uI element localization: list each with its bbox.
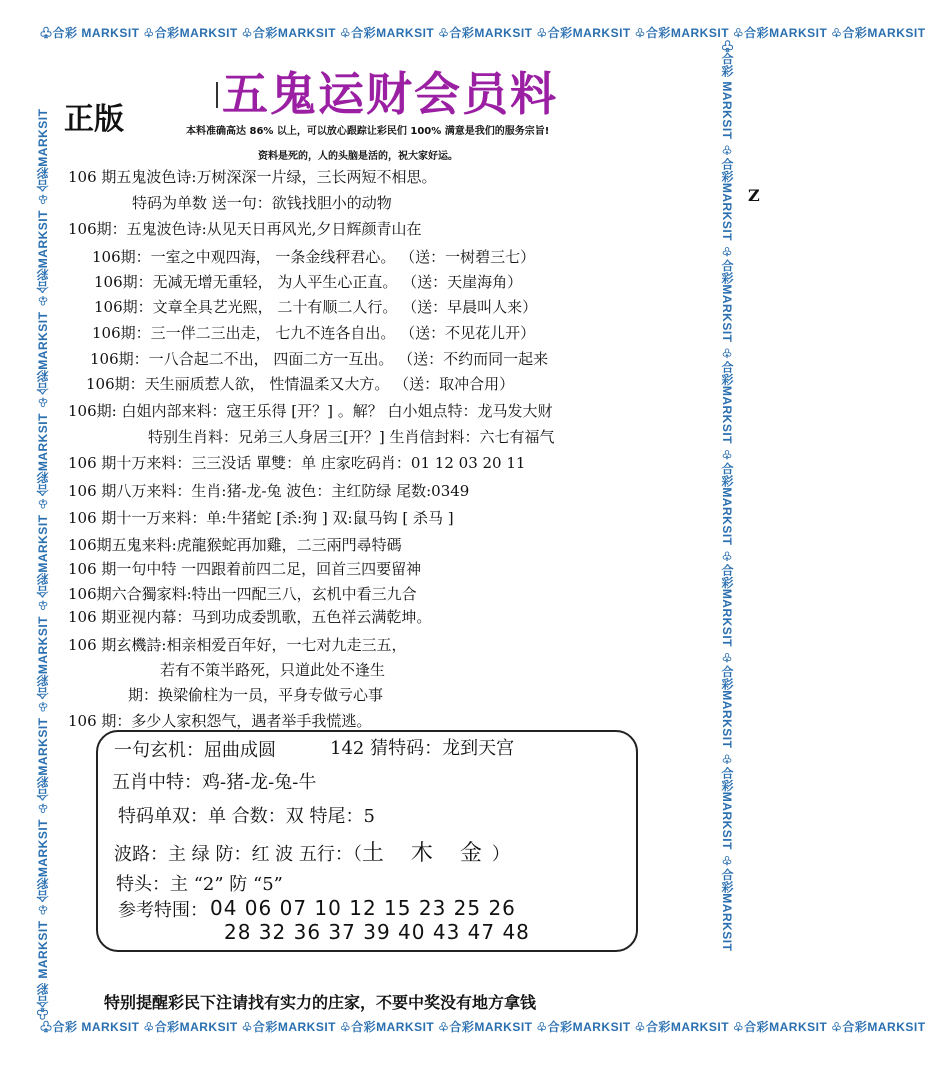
box-elements: 土 木 金: [361, 841, 492, 866]
text-line: 106 期：多少人家积怨气，遇者举手我慌逃。: [68, 712, 372, 730]
text-line: 106期：一室之中观四海， 一条金线秤君心。 （送：一树碧三七）: [92, 248, 536, 266]
subtitle-luck: 资料是死的，人的头脑是活的，祝大家好运。: [258, 151, 458, 162]
text-line: 106期：三一伴二三出走， 七九不连各自出。 （送：不见花儿开）: [92, 324, 536, 342]
box-riddle: 一句玄机：屈曲成圆: [114, 740, 276, 761]
box-wave-label: 波路：主 绿 防：红 波 五行：（: [114, 844, 362, 865]
genuine-badge: 正版: [64, 102, 124, 137]
text-line: 106 期一句中特 一四跟着前四二足，回首三四要留神: [68, 560, 422, 578]
box-five-zodiac: 五肖中特：鸡-猪-龙-兔-牛: [112, 772, 317, 793]
text-line: 106期六合獨家料:特出一四配三八，玄机中看三九合: [68, 585, 417, 603]
text-line: 106期：五鬼波色诗:从见天日再风光,夕日辉颜青山在: [68, 220, 422, 238]
text-line: 106期：无减无增无重轻， 为人平生心正直。 （送：天崖海角）: [94, 273, 523, 291]
box-head: 特头：主 “2” 防 “5”: [116, 874, 283, 895]
text-line: 106 期玄機詩:相亲相爱百年好，一七对九走三五，: [68, 636, 407, 654]
box-wave: [114, 836, 510, 867]
box-ref-numbers-2: 28 32 36 37 39 40 43 47 48: [224, 920, 530, 944]
box-guess: 142 猜特码：龙到天宫: [330, 738, 515, 759]
border-bottom: ♧合彩 MARKSIT ♧合彩MARKSIT ♧合彩MARKSIT ♧合彩MARKSIT ♧合彩MARKSIT ♧合彩MARKSIT ♧合彩MARKSIT ♧合彩MARKSIT ♧合彩MARKSIT: [40, 1020, 926, 1034]
box-odd-even: 特码单双：单 合数：双 特尾：5: [118, 806, 375, 827]
text-line: 106期：文章全具艺光熙， 二十有顺二人行。 （送：早晨叫人来）: [94, 298, 538, 316]
text-line: 106 期亚视内幕：马到功成委凯歌，五色祥云满乾坤。: [68, 608, 432, 626]
text-line: 若有不策半路死，只道此处不逢生: [160, 661, 386, 679]
text-line: 特别生肖料：兄弟三人身居三[开？] 生肖信封料：六七有福气: [148, 428, 555, 446]
side-mark: Z: [748, 186, 760, 205]
text-line: 106期：一八合起二不出， 四面二方一互出。 （送：不约而同一起来: [90, 350, 549, 368]
text-line: 特码为单数 送一句：欲钱找胆小的动物: [132, 194, 392, 212]
border-top: ♧合彩 MARKSIT ♧合彩MARKSIT ♧合彩MARKSIT ♧合彩MARKSIT ♧合彩MARKSIT ♧合彩MARKSIT ♧合彩MARKSIT ♧合彩MARKSIT ♧合彩MARKSIT: [40, 26, 926, 40]
text-line: 期：换梁偷柱为一员，平身专做亏心事: [128, 686, 384, 704]
text-line: 106 期八万来料：生肖:猪-龙-兔 波色：主红防绿 尾数:0349: [68, 482, 470, 500]
box-ref-numbers-1: 04 06 07 10 12 15 23 25 26: [210, 896, 516, 920]
text-line: 106期: 白姐内部来料：寇王乐得 [开？] 。解？ 白小姐点特：龙马发大财: [68, 402, 553, 420]
page-title: 五鬼运财会员料: [222, 67, 558, 121]
text-line: 106 期五鬼波色诗:万树深深一片绿，三长两短不相思。: [68, 168, 437, 186]
text-line: 106期五鬼来料:虎龍猴蛇再加雞，二三兩門尋特碼: [68, 536, 402, 554]
box-wave-close: ）: [491, 844, 510, 865]
box-ref-label: 参考特围：: [118, 900, 208, 921]
border-right: ♧合彩 MARKSIT ♧合彩MARKSIT ♧合彩MARKSIT ♧合彩MARKSIT ♧合彩MARKSIT ♧合彩MARKSIT ♧合彩MARKSIT ♧合彩MARKSIT ♧合彩MARKSIT: [720, 40, 734, 952]
border-left: ♧合彩 MARKSIT ♧合彩MARKSIT ♧合彩MARKSIT ♧合彩MARKSIT ♧合彩MARKSIT ♧合彩MARKSIT ♧合彩MARKSIT ♧合彩MARKSIT ♧合彩MARKSIT: [36, 108, 50, 1020]
text-line: 106 期十万来料：三三没话 單雙：单 庄家吃码肖：01 12 03 20 11: [68, 454, 526, 472]
footer-note: 特别提醒彩民下注请找有实力的庄家，不要中奖没有地方拿钱: [104, 993, 537, 1012]
subtitle-accuracy: 本料准确高达 86% 以上，可以放心跟踪让彩民们 100% 满意是我们的服务宗旨!: [186, 126, 550, 137]
title-bar: [216, 82, 218, 108]
text-line: 106 期十一万来料：单:牛猪蛇 [杀:狗 ] 双:鼠马钩 [ 杀马 ]: [68, 509, 454, 527]
text-line: 106期：天生丽质惹人欲， 性情温柔又大方。 （送：取冲合用）: [86, 375, 515, 393]
